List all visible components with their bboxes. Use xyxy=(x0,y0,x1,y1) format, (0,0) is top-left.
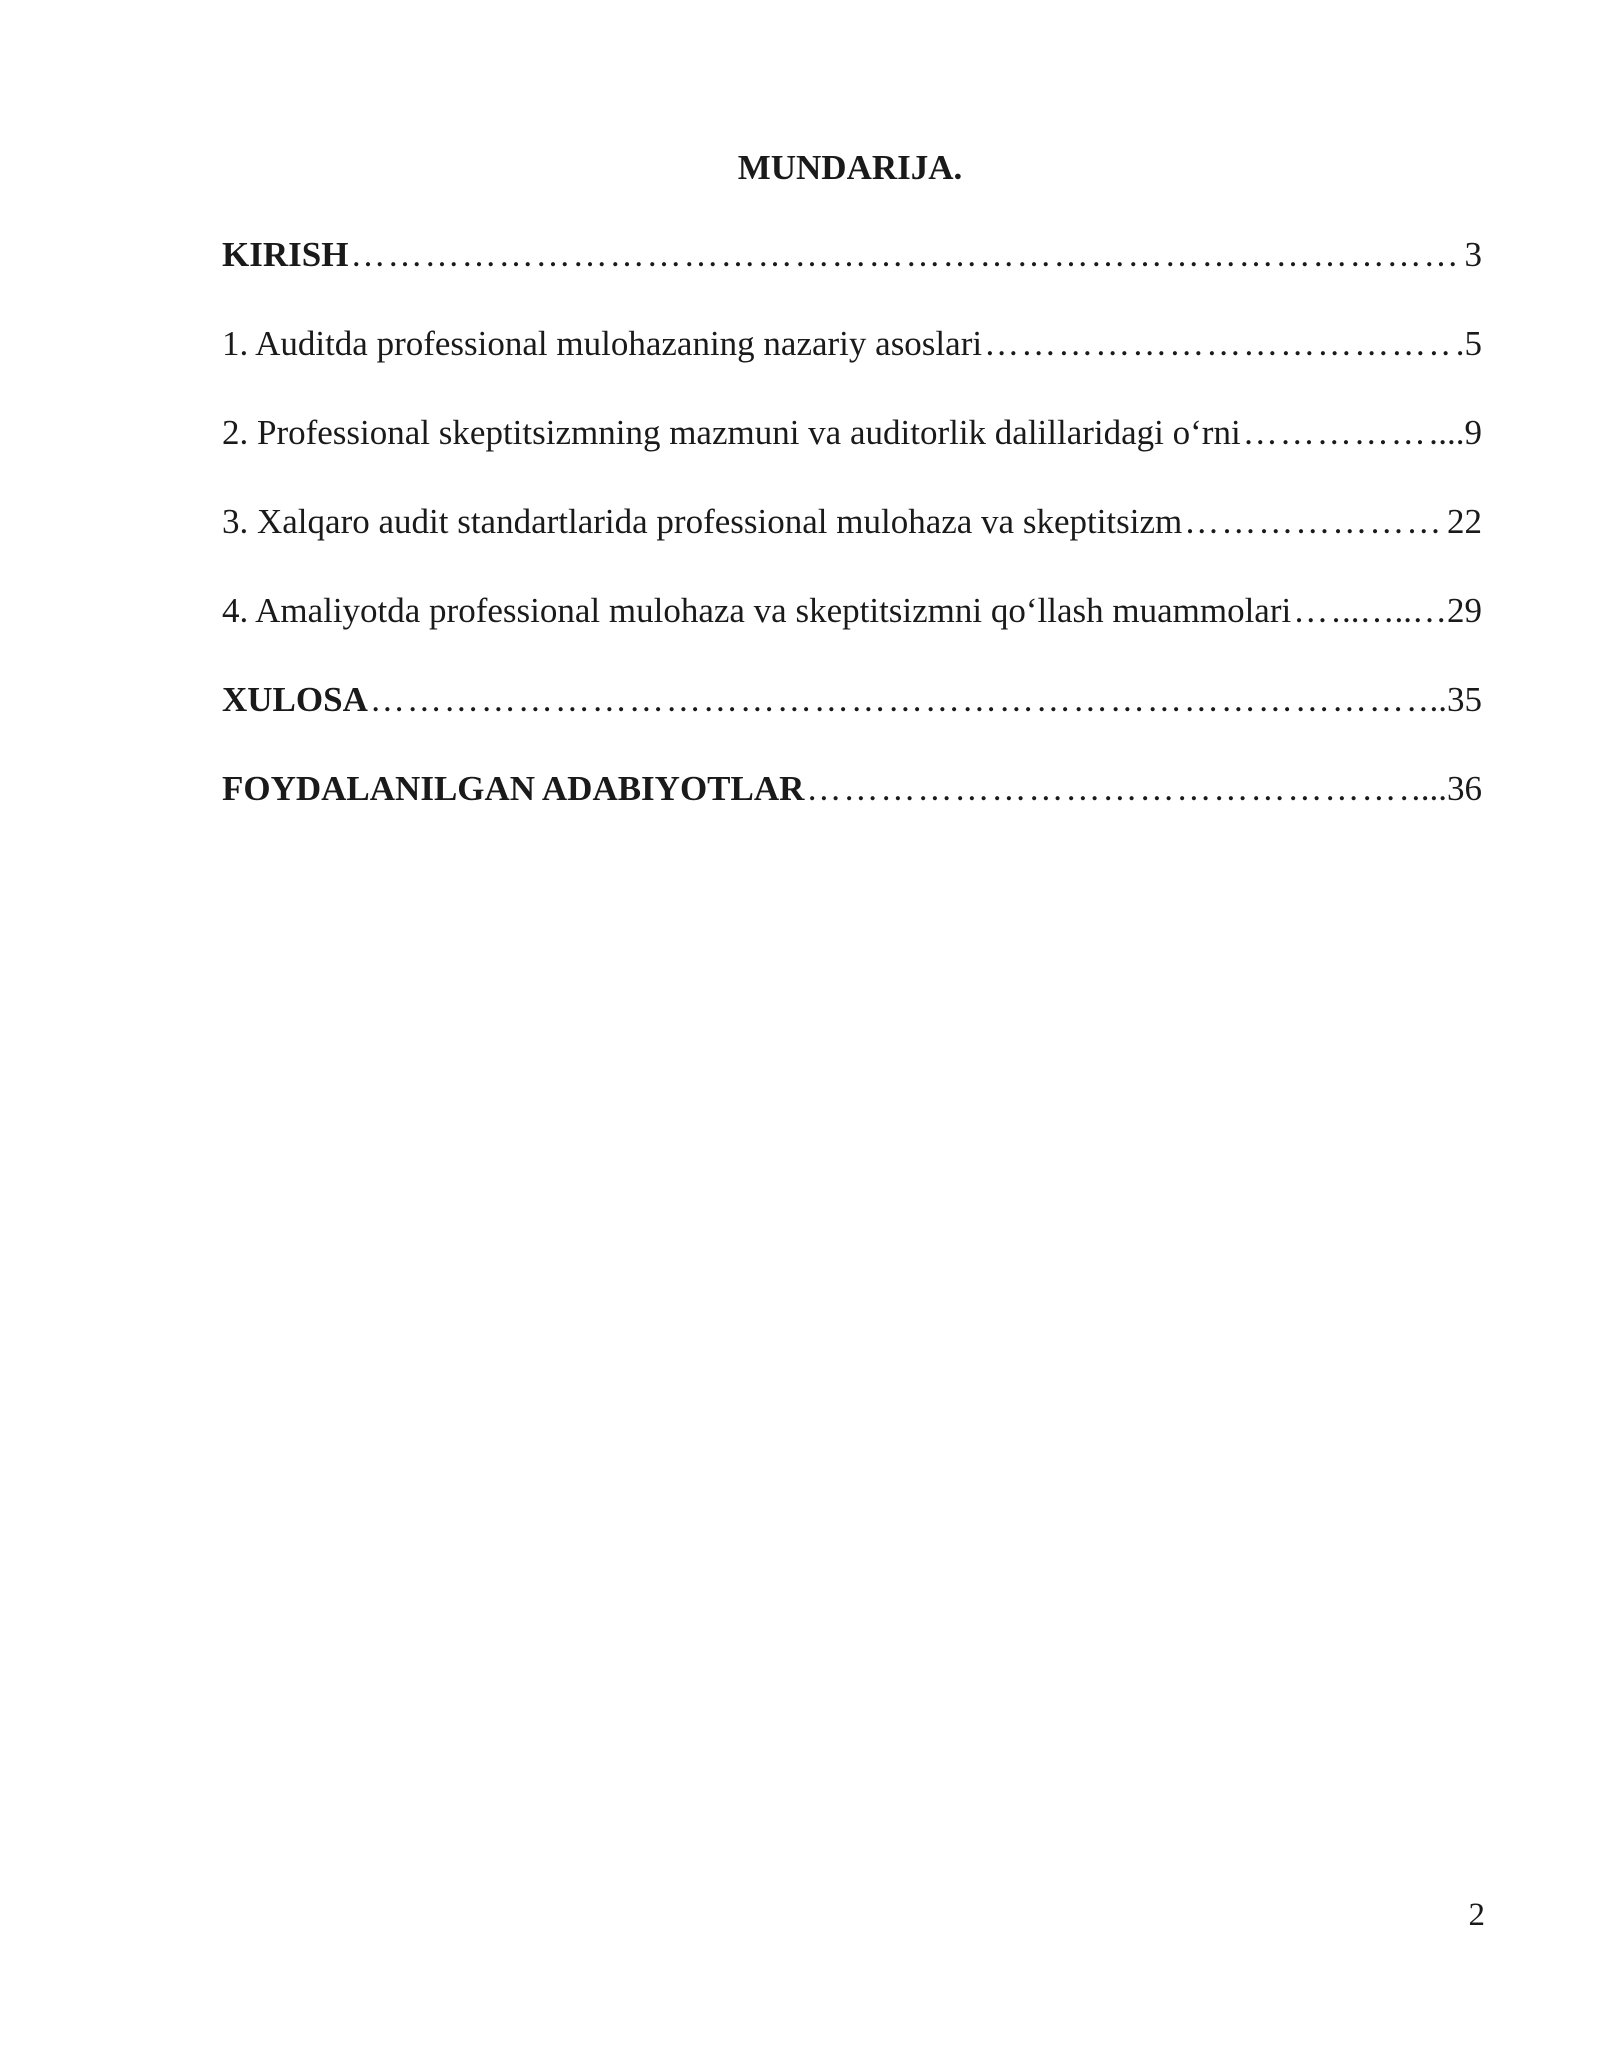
toc-entry-page: .5 xyxy=(1455,324,1482,363)
toc-entry-xulosa xyxy=(222,680,1482,769)
toc-entry-label: KIRISH xyxy=(222,235,349,274)
toc-entry-page: ..35 xyxy=(1429,680,1482,719)
dot-leader xyxy=(1184,502,1445,542)
toc-entry-chapter-2 xyxy=(222,413,1482,502)
dot-leader xyxy=(350,235,1462,275)
toc-entry-page: ...36 xyxy=(1420,769,1482,808)
page-title: MUNDARIJA. xyxy=(737,148,963,187)
toc-entry-references xyxy=(222,769,1482,858)
toc-entry-kirish xyxy=(222,235,1482,324)
toc-entry-page: ...9 xyxy=(1438,413,1482,452)
dot-leader xyxy=(806,769,1418,809)
dot-leader xyxy=(984,324,1454,364)
toc-entry-chapter-1 xyxy=(222,324,1482,413)
toc-entry-chapter-4 xyxy=(222,591,1482,680)
dot-leader xyxy=(1293,591,1340,631)
toc-entry-label: 3. Xalqaro audit standartlarida professional mulohaza va skeptitsizm xyxy=(222,502,1183,541)
dot-leader xyxy=(1243,413,1437,453)
toc-entry-label: 2. Professional skeptitsizmning mazmuni va auditorlik dalillaridagi o‘rni xyxy=(222,413,1241,452)
toc-entry-page: ..…..…29 xyxy=(1342,591,1482,630)
page-number: 2 xyxy=(1468,1897,1485,1933)
toc-entry-chapter-3 xyxy=(222,502,1482,591)
toc-entry-label: FOYDALANILGAN ADABIYOTLAR xyxy=(222,769,805,808)
toc-entry-label: 1. Auditda professional mulohazaning nazariy asoslari xyxy=(222,324,983,363)
toc-entry-page: 22 xyxy=(1447,502,1482,541)
toc-entry-label: 4. Amaliyotda professional mulohaza va skeptitsizmni qo‘llash muammolari xyxy=(222,591,1292,630)
table-of-contents xyxy=(222,235,1482,858)
toc-entry-page: 3 xyxy=(1464,235,1482,274)
dot-leader xyxy=(370,680,1428,720)
toc-entry-label: XULOSA xyxy=(222,680,368,719)
